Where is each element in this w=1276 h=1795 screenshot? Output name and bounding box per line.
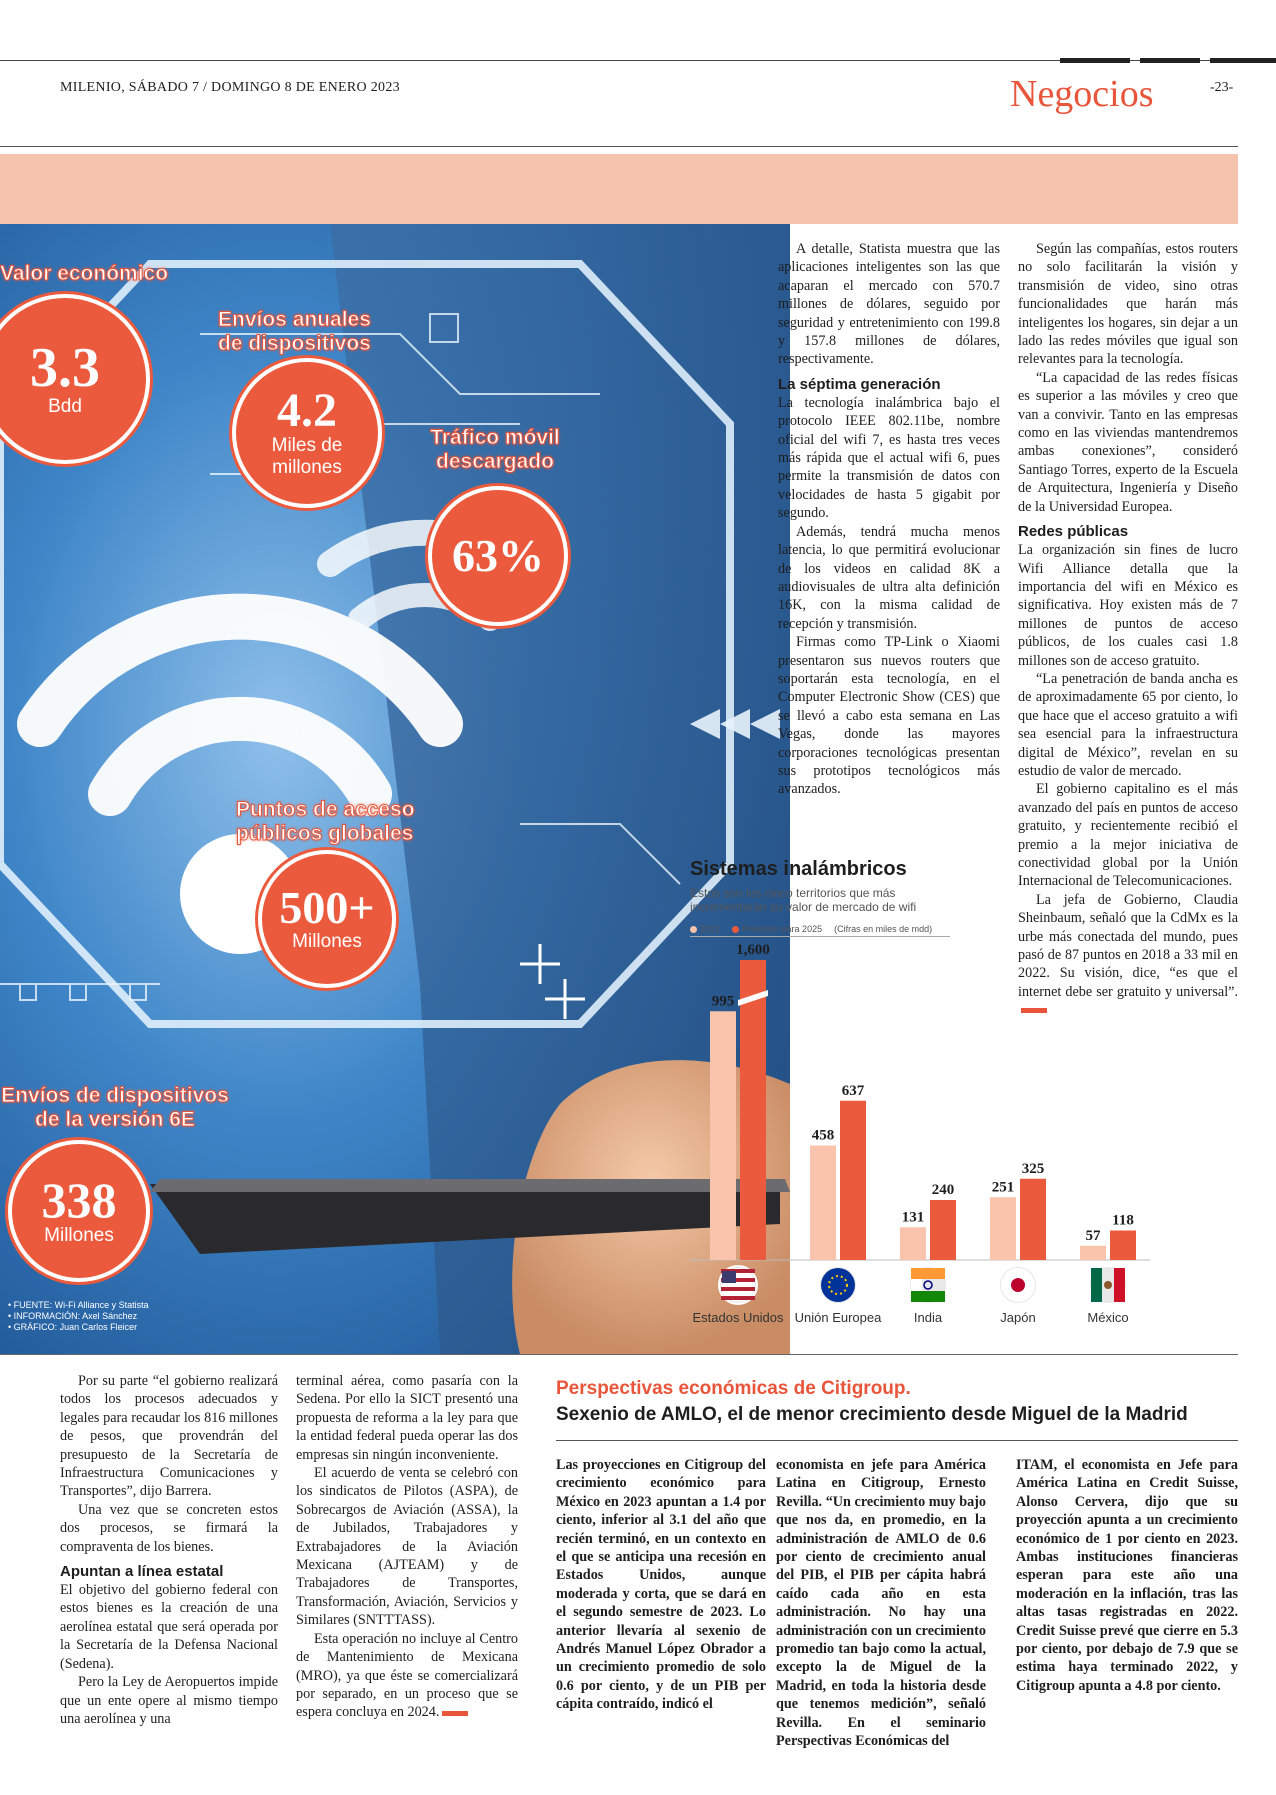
- pink-banner: [0, 154, 1238, 224]
- bar-2025-0: [740, 960, 766, 1260]
- category-label-0: Estados Unidos: [692, 1310, 784, 1325]
- flag-band-top-2: [911, 1268, 945, 1279]
- legend-item-2021: 2021: [690, 924, 720, 934]
- bar-2021-1: [810, 1146, 836, 1261]
- stat-unit-device-shipments: Miles de millones: [271, 435, 343, 478]
- bar-2021-4: [1080, 1246, 1106, 1260]
- paragraph: Firmas como TP-Link o Xiaomi presentaron sus nuevos routers que soportarán esta tecnología, en el Computer Electronic Show (CES) que se llevó a cabo esta semana en Las Vegas, donde las mayores corporaciones tecnológicas presentan sus prototipos tecnológicos más avanzados.: [778, 634, 1000, 798]
- paragraph: terminal aérea, como pasaría con la Sedena. Por ello la SICT presentó una propuesta de reforma a la ley para que la entidad federal pueda operar las dos empresas sin ningún inconveniente.: [296, 1373, 518, 1463]
- paragraph-last: Esta operación no incluye al Centro de Mantenimiento de Mexicana (MRO), ya que éste se comercializará por separado, en un proceso que se espera concluya en 2024.: [296, 1630, 518, 1721]
- legend-unit-note: (Cifras en miles de mdd): [834, 924, 933, 934]
- stat-unit-6e-shipments: Millones: [44, 1225, 114, 1246]
- bottom-left-column-1: [60, 1372, 278, 1728]
- paragraph: “La capacidad de las redes físicas es superior a las móviles y creo que van a convivir. Tanto en las empresas como en las viviendas mantendremos ambas conexiones”, consideró Santiago Torres, experto de la Escuela de Arquitectura, Ingeniería y Diseño de la Universidad Europea.: [1018, 369, 1238, 515]
- stat-title-access-points: Puntos de acceso públicos globales: [236, 798, 415, 845]
- stat-value-6e-shipments: 338: [41, 1172, 117, 1228]
- paragraph: Por su parte “el gobierno realizará todos los procesos adecuados y legales para recaudar los 816 millones de pesos, que provendrán del presupuesto de la Secretaría de Infraestructura Comunicaciones y Transportes”, dijo Barrera.: [60, 1373, 278, 1500]
- paragraph: A detalle, Statista muestra que las aplicaciones inteligentes son las que acaparan el mercado con 570.7 millones de dólares, seguido por seguridad y entretenimiento con 199.8 y 157.8 millones de dólares, respectivamente.: [778, 241, 1000, 368]
- stat-value-economic-value: 3.3: [30, 337, 100, 399]
- end-mark: [442, 1711, 468, 1716]
- bar-2025-2: [930, 1200, 956, 1260]
- bar-2021-3: [990, 1197, 1016, 1260]
- flag-disc-3: [1011, 1278, 1025, 1292]
- stat-value-mobile-traffic: 63%: [452, 530, 544, 581]
- stat-value-access-points: 500+: [279, 882, 375, 933]
- value-label-2021-2: 131: [901, 1209, 925, 1226]
- stat-title-device-shipments: Envíos anuales de dispositivos: [218, 308, 371, 355]
- header-rule: [0, 146, 1238, 147]
- bar-2025-4: [1110, 1231, 1136, 1261]
- category-label-1: Unión Europea: [794, 1310, 882, 1325]
- article-rule: [556, 1440, 1238, 1441]
- page-number: -23-: [1210, 80, 1234, 95]
- value-label-2021-3: 251: [991, 1179, 1015, 1196]
- category-label-3: Japón: [1000, 1310, 1036, 1325]
- category-label-4: México: [1087, 1310, 1129, 1325]
- end-mark: [1021, 1008, 1047, 1013]
- chart-title: Sistemas inalámbricos: [690, 858, 907, 880]
- paragraph: La tecnología inalámbrica bajo el protocolo IEEE 802.11be, nombre oficial del wifi 7, es hasta tres veces más rápida que el actual wifi 6, pues permite la transmisión de datos con velocidades de hasta 5 gigabit por segundo.: [778, 394, 1000, 522]
- edition-date: MILENIO, SÁBADO 7 / DOMINGO 8 DE ENERO 2023: [60, 80, 400, 95]
- chart-subtitle: Estos son los cinco territorios que más incrementarán su valor de mercado de wifi: [690, 886, 917, 914]
- section-tab-bars: [1060, 58, 1276, 63]
- value-label-2025-1: 637: [841, 1082, 865, 1099]
- flag-canton-0: [722, 1271, 736, 1283]
- value-label-2025-3: 325: [1021, 1160, 1045, 1177]
- article-column-2: [1018, 240, 1238, 1020]
- section-rule: [0, 1354, 1238, 1355]
- paragraph: “La penetración de banda ancha es de aproximadamente 65 por ciento, lo que hace que el acceso gratuito a wifi sea esencial para la infraestructura digital de México”, revelan en su estudio de valor de mercado.: [1018, 670, 1238, 779]
- citigroup-column-1: Las proyecciones en Citigroup del crecimiento económico para México en 2023 apuntan a 1.4 por ciento, inferior al 3.1 del año que recién terminó, en un contexto en el que se anticipa una recesión en Estados Unidos, aunque moderada y corta, que se dará en el segundo semestre de 2023. Lo anterior llevaría al sexenio de Andrés Manuel López Obrador a un crecimiento promedio de solo 0.6 por ciento, y de un PIB per cápita contraído, indicó el: [556, 1457, 766, 1713]
- stat-unit-access-points: Millones: [292, 931, 362, 952]
- value-label-2025-0: 1,600: [736, 942, 770, 958]
- flag-emblem-4: [1104, 1281, 1112, 1289]
- stat-circle-6e-shipments: [8, 1140, 150, 1282]
- subhead-linea-estatal: Apuntan a línea estatal: [60, 1563, 224, 1581]
- citigroup-column-2: economista en jefe para América Latina en Citigroup, Ernesto Revilla. “Un crecimiento muy bajo que nos da, en promedio, en la administración de AMLO de 0.6 por ciento de crecimiento anual del PIB, el PIB per cápita habrá caído cada año en esta administración. No hay una administración con un crecimiento promedio tan bajo como la actual, excepto la de Miguel de la Madrid, en toda la historia desde que tenemos medición”, señaló Revilla. En el seminario Perspectivas Económicas del: [776, 1457, 986, 1750]
- legend-item-2025: Previsión para 2025: [732, 924, 822, 934]
- credit-source: • FUENTE: Wi-Fi Alliance y Statista: [8, 1300, 149, 1310]
- paragraph: Pero la Ley de Aeropuertos impide que un ente opere al mismo tiempo una aerolínea y una: [60, 1674, 278, 1727]
- paragraph: El objetivo del gobierno federal con estos bienes es la creación de una aerolínea estatal que será operada por la Secretaría de la Defensa Nacional (Sedena).: [60, 1582, 278, 1672]
- stat-unit-economic-value: Bdd: [48, 396, 82, 417]
- stat-value-device-shipments: 4.2: [277, 384, 337, 437]
- flag-stripe-0: [721, 1296, 755, 1300]
- flag-band-a-4: [1091, 1268, 1102, 1302]
- stat-circle-device-shipments: [232, 358, 382, 508]
- stat-circle-mobile-traffic: [428, 486, 568, 626]
- subhead-redes-publicas: Redes públicas: [1018, 523, 1129, 541]
- article-kicker: Perspectivas económicas de Citigroup.: [556, 1378, 911, 1399]
- flag-band-bottom-2: [911, 1291, 945, 1302]
- bar-2025-1: [840, 1101, 866, 1260]
- infographic-credits: [8, 1300, 149, 1333]
- paragraph: El gobierno capitalino es el más avanzado del país en puntos de acceso gratuito, y recientemente recibió el premio a la mejor iniciativa de conectividad global por la Unión Internacional de Telecomunicaciones.: [1018, 781, 1238, 890]
- stat-title-6e-shipments: Envíos de dispositivos de la versión 6E: [1, 1084, 229, 1131]
- bar-2021-2: [900, 1227, 926, 1260]
- paragraph: La organización sin fines de lucro Wifi Alliance detalla que la importancia del wifi en México es significativa. Hoy existen más de 7 millones de puntos de acceso públicos, de los cuales casi 1.8 millones son de acceso gratuito.: [1018, 542, 1238, 669]
- value-label-2021-4: 57: [1085, 1227, 1101, 1244]
- stat-title-economic-value: Valor económico: [0, 262, 169, 285]
- paragraph: Además, tendrá mucha menos latencia, lo que permitirá evolucionar de los videos en calidad 8K a audiovisuales de ultra alta definición 16K, con la misma calidad de recepción y transmisión.: [778, 523, 1000, 632]
- flag-band-b-4: [1114, 1268, 1125, 1302]
- value-label-2025-2: 240: [931, 1182, 955, 1198]
- stat-circle-access-points: [258, 850, 396, 988]
- category-label-2: India: [913, 1310, 943, 1325]
- subhead-septima-generacion: La séptima generación: [778, 375, 941, 393]
- article-column-1: [778, 240, 1000, 799]
- value-label-2021-0: 995: [711, 993, 735, 1010]
- bottom-left-column-2: [296, 1372, 518, 1722]
- paragraph: Según las compañías, estos routers no solo facilitarán la visión y transmisión de video, sino otras funcionalidades que harán más inteligentes los hogares, sin dejar a un lado las redes móviles que igual son relevantes para la tecnología.: [1018, 241, 1238, 368]
- value-label-2021-1: 458: [811, 1127, 835, 1144]
- credit-information: • INFORMACIÓN: Axel Sánchez: [8, 1311, 138, 1321]
- bar-2025-3: [1020, 1179, 1046, 1260]
- flag-field-1: [821, 1268, 855, 1302]
- citigroup-column-3: ITAM, el economista en Jefe para América Latina en Credit Suisse, Alonso Cervera, dijo que su proyección apunta a un crecimiento económico de 1 por ciento en 2023. Ambas instituciones financieras esperan para este año una moderación en la inflación, tras las altas tasas registradas en 2022. Credit Suisse prevé que cierre en 5.3 por ciento, por debajo de 7.9 que se estima haya terminado 2022, y Citigroup apunta a 4.8 por ciento.: [1016, 1457, 1238, 1694]
- article-headline: Sexenio de AMLO, el de menor crecimiento desde Miguel de la Madrid: [556, 1404, 1188, 1425]
- section-name: Negocios: [1010, 73, 1154, 115]
- flag-stripe-0: [721, 1287, 755, 1291]
- paragraph: Una vez que se concreten estos dos procesos, se firmará la compraventa de los bienes.: [60, 1501, 278, 1555]
- infographic-photo: [0, 224, 790, 1354]
- stat-title-mobile-traffic: Tráfico móvil descargado: [430, 426, 560, 473]
- bar-2021-0: [710, 1011, 736, 1260]
- paragraph-last: La jefa de Gobierno, Claudia Sheinbaum, señaló que la CdMx es la urbe más conectada del mundo, pues pasó de 87 puntos en 2018 a 33 mil en 2022. Su visión, dice, “es que el internet debe ser gratuito y universal”.: [1018, 891, 1238, 1020]
- credit-graphic: • GRÁFICO: Juan Carlos Fleicer: [8, 1322, 138, 1332]
- value-label-2025-4: 118: [1112, 1212, 1134, 1229]
- paragraph: El acuerdo de venta se celebró con los sindicatos de Pilotos (ASPA), de Sobrecargos de Aviación (ASSA), la de Jubilados, Trabajadores y Extrabajadores de la Aviación Mexicana (AJTEAM) y de Trabajadores de Transportes, Transformación, Aviación, Servicios y Similares (SNTTTASS).: [296, 1465, 518, 1629]
